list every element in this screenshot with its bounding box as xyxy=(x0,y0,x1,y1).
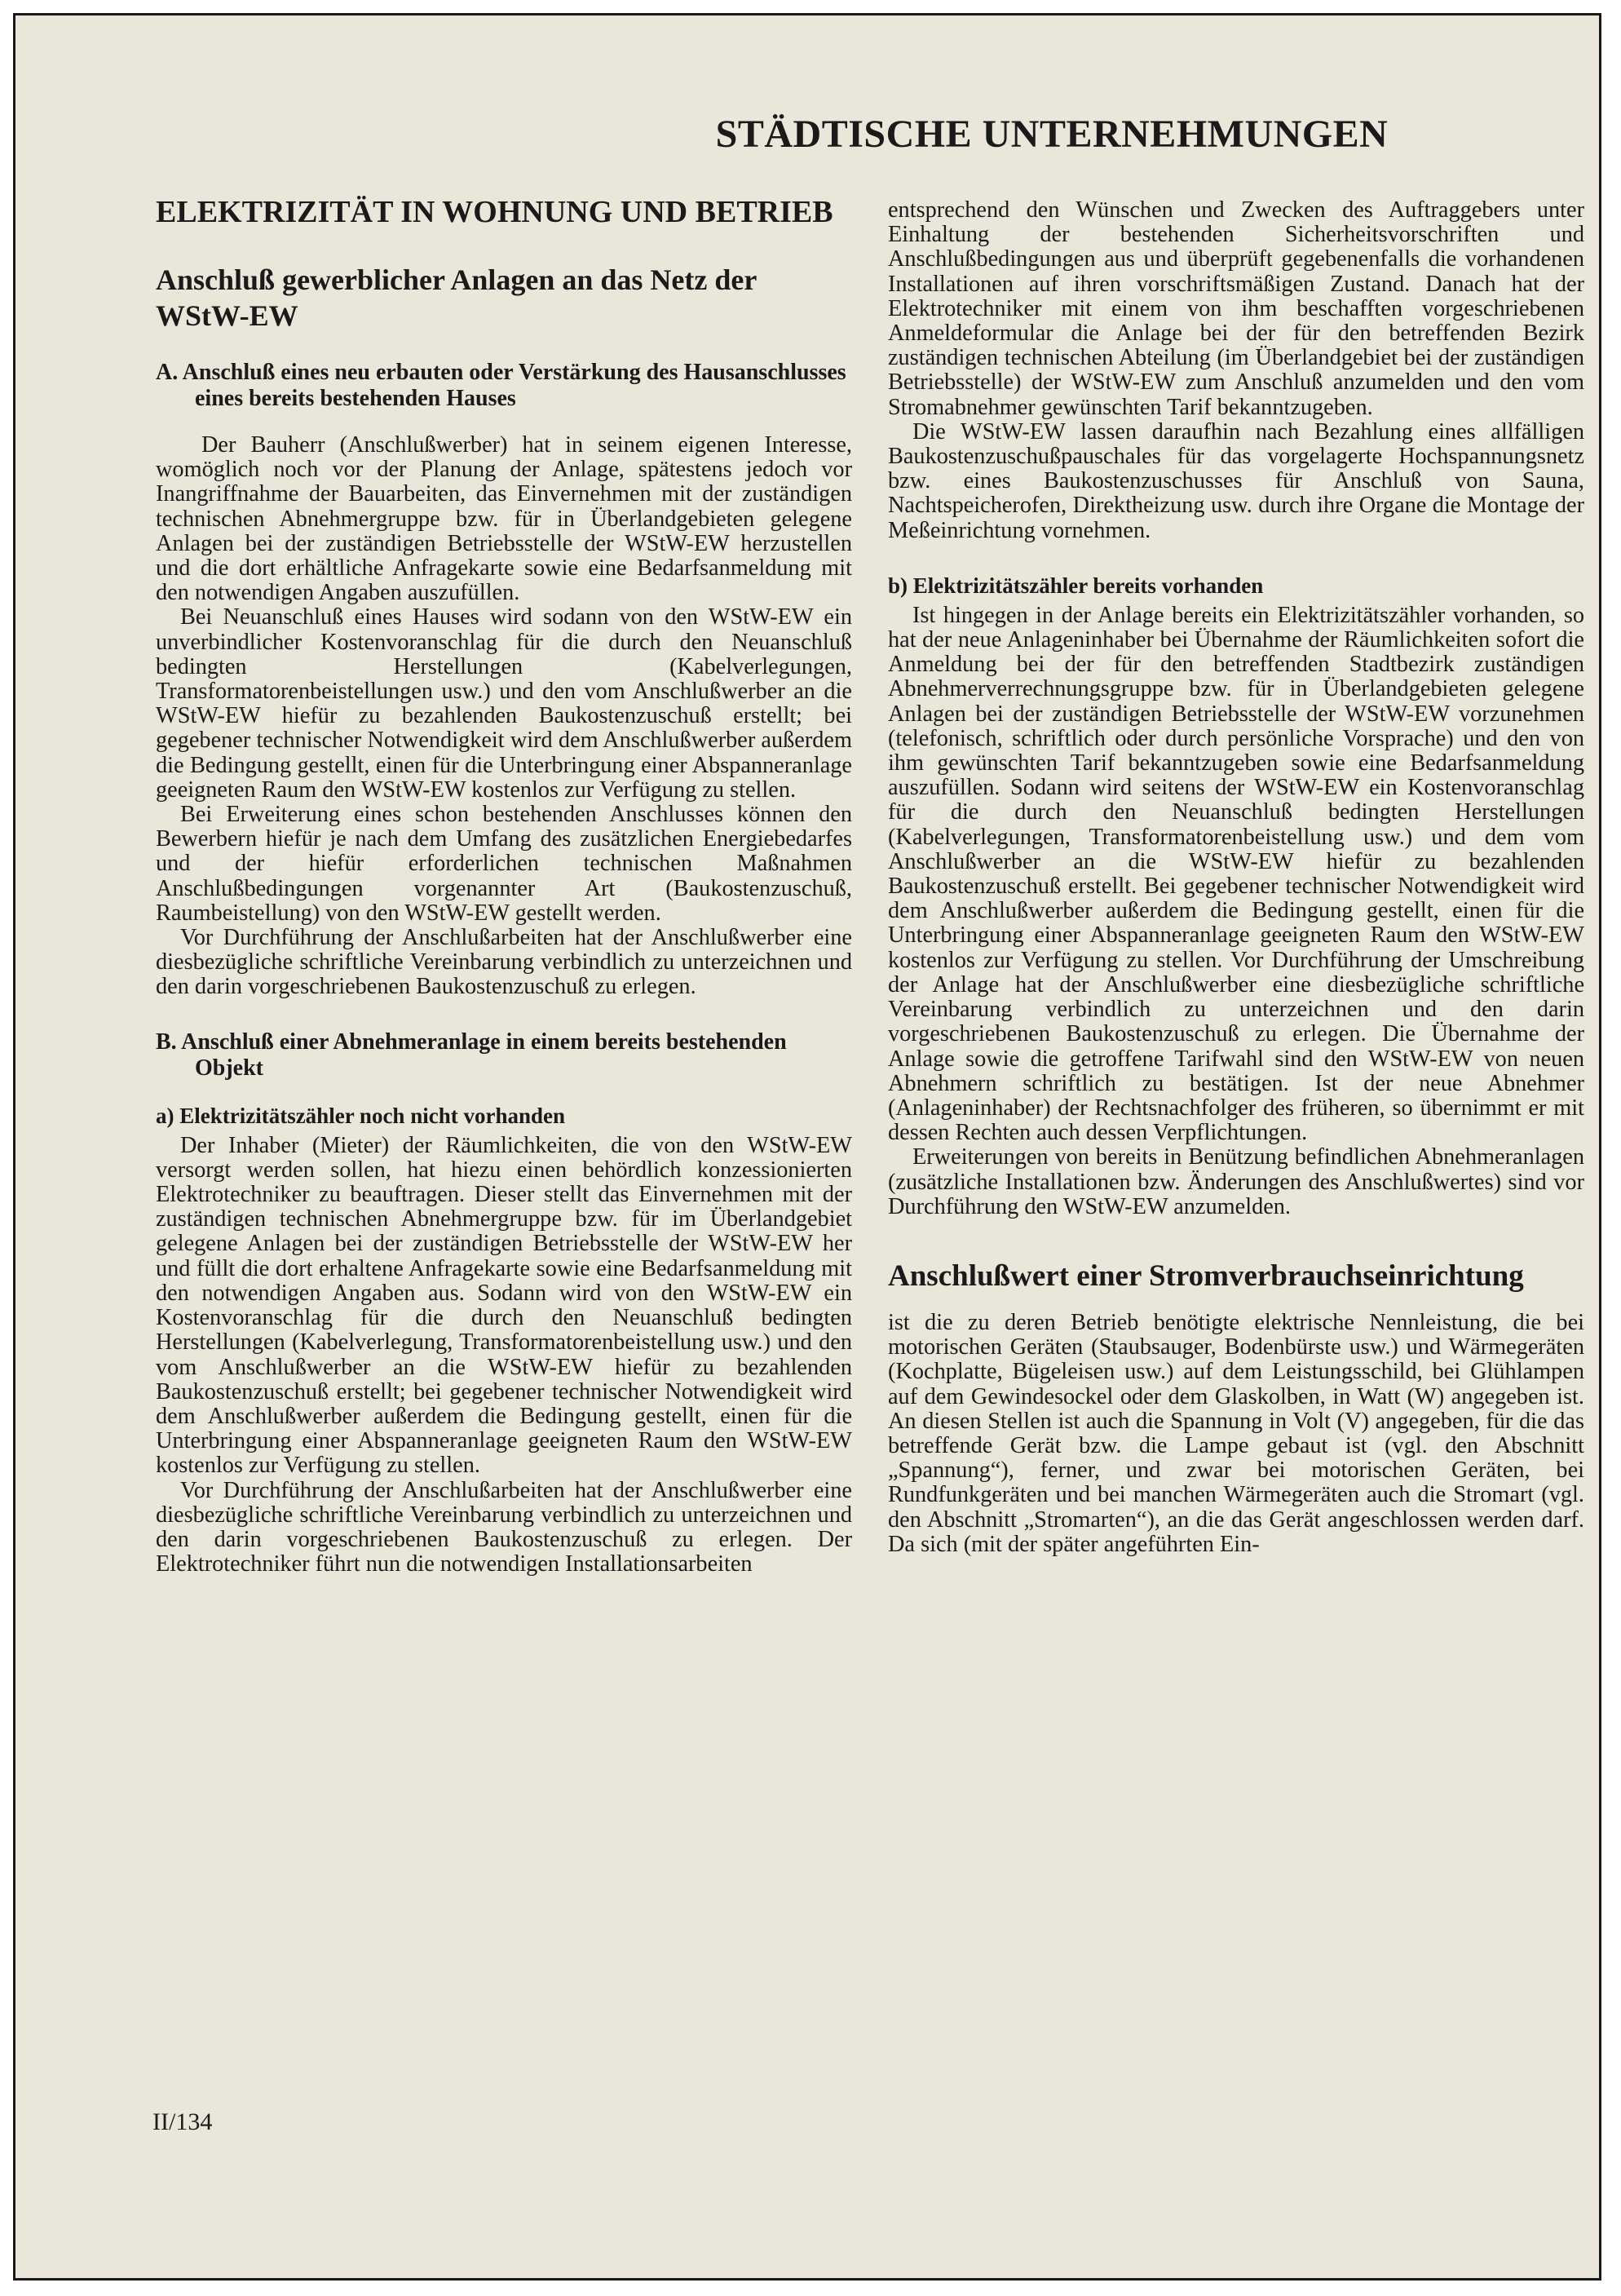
paragraph: Erweiterungen von bereits in Benützung befindlichen Abnehmeranlagen (zusätzliche Installationen bzw. Änderungen des Anschlußwertes) sind vor Durchführung den WStW-EW anzumelden. xyxy=(888,1144,1584,1219)
left-column xyxy=(156,193,852,1577)
heading-b: B. Anschluß einer Abnehmeranlage in einem bereits bestehenden Objekt xyxy=(156,1029,787,1081)
paragraph: Ist hingegen in der Anlage bereits ein Elektrizitätszähler vorhanden, so hat der neue Anlageninhaber bei Übernahme der Räumlichkeiten sofort die Anmeldung bei der für den betreffenden Stadtbezirk zuständigen Abnehmerverrechnungsgruppe bzw. für in Überlandgebieten gelegene Anlagen bei der zuständigen Betriebsstelle der WStW-EW vorzunehmen (telefonisch, schriftlich oder durch persönliche Vorsprache) und den von ihm gewünschten Tarif bekanntzugeben sowie eine Bedarfsanmeldung auszufüllen. Sodann wird seitens der WStW-EW ein Kostenvoranschlag für die durch den Neuanschluß bedingten Herstellungen (Kabelverlegungen, Transformatorenbeistellung usw.) und dem vom Anschlußwerber an die WStW-EW hiefür zu bezahlenden Baukostenzuschuß erstellt. Bei gegebener technischer Notwendigkeit wird dem Anschlußwerber außerdem die Bedingung gestellt, einen für die Unterbringung einer Abspanneranlage geeigneten Raum den WStW-EW kostenlos zur Verfügung zu stellen. Vor Durchführung der Umschreibung der Anlage hat der Anschlußwerber eine diesbezügliche schriftliche Vereinbarung verbindlich zu unterzeichnen und den darin vorgeschriebenen Baukostenzuschuß zu erlegen. Die Übernahme der Anlage sowie die getroffene Tarifwahl sind den WStW-EW von neuen Abnehmern schriftlich zu bestätigen. Ist der neue Abnehmer (Anlageninhaber) der Rechtsnachfolger des früheren, so übernimmt er mit dessen Rechten auch dessen Verpflichtungen. xyxy=(888,602,1584,1146)
paragraph: Bei Neuanschluß eines Hauses wird sodann von den WStW-EW ein unverbindlicher Kostenvoranschlag für die durch den Neuanschluß bedingten Herstellungen (Kabelverlegungen, Transformatorenbeistellungen usw.) und den vom Anschlußwerber an die WStW-EW hiefür zu bezahlenden Baukostenzuschuß erstellt; bei gegebener technischer Notwendigkeit wird dem Anschlußwerber außerdem die Bedingung gestellt, einen für die Unterbringung einer Abspanneranlage geeigneten Raum den WStW-EW kostenlos zur Verfügung zu stellen. xyxy=(156,604,852,803)
heading-a: A. Anschluß eines neu erbauten oder Verstärkung des Hausanschlusses eines bereits bestehenden Hauses xyxy=(156,360,846,411)
paragraph: entsprechend den Wünschen und Zwecken des Auftraggebers unter Einhaltung der bestehenden Sicherheitsvorschriften und Anschlußbedingungen aus und überprüft gegebenenfalls die vorhandenen Installationen auf ihren vorschriftsmäßigen Zustand. Danach hat der Elektrotechniker mit einem von ihm beschafften vorgeschriebenen Anmeldeformular die Anlage bei der für den betreffenden Bezirk zuständigen technischen Abteilung (im Überlandgebiet bei der zuständigen Betriebsstelle) der WStW-EW zum Anschluß anzumelden und den vom Stromabnehmer gewünschten Tarif bekanntzugeben. xyxy=(888,197,1584,420)
subsection-title: Anschluß gewerblicher Anlagen an das Netz der WStW-EW xyxy=(156,263,757,332)
paragraph: Die WStW-EW lassen daraufhin nach Bezahlung eines allfälligen Baukostenzuschußpauschales für das vorgelagerte Hochspannungsnetz bzw. eines Baukostenzuschusses für Anschluß von Sauna, Nachtspeicherofen, Direktheizung usw. durch ihre Organe die Montage der Meßeinrichtung vornehmen. xyxy=(888,418,1584,543)
right-column xyxy=(888,198,1584,1557)
document-page xyxy=(13,13,1601,2281)
heading-b-a: a) Elektrizitätszähler noch nicht vorhanden xyxy=(156,1103,565,1128)
page-header: STÄDTISCHE UNTERNEHMUNGEN xyxy=(715,113,1389,156)
paragraph: Vor Durchführung der Anschlußarbeiten hat der Anschlußwerber eine diesbezügliche schriftliche Vereinbarung verbindlich zu unterzeichnen und den darin vorgeschriebenen Baukostenzuschuß zu erlegen. Der Elektrotechniker führt nun die notwendigen Installationsarbeiten xyxy=(156,1477,852,1577)
subsection-title-2: Anschlußwert einer Stromverbrauchseinrichtung xyxy=(888,1259,1524,1293)
section-title: ELEKTRIZITÄT IN WOHNUNG UND BETRIEB xyxy=(156,195,833,229)
paragraph: Der Bauherr (Anschlußwerber) hat in seinem eigenen Interesse, womöglich noch vor der Planung der Anlage, spätestens jedoch vor Inangriffnahme der Bauarbeiten, das Einvernehmen mit der zuständigen technischen Abnehmergruppe bzw. für in Überlandgebieten gelegene Anlagen bei der zuständigen Betriebsstelle der WStW-EW herzustellen und die dort erhältliche Anfragekarte sowie eine Bedarfsanmeldung mit den notwendigen Angaben auszufüllen. xyxy=(156,432,852,606)
paragraph: Der Inhaber (Mieter) der Räumlichkeiten, die von den WStW-EW versorgt werden sollen, hat hiezu einen behördlich konzessionierten Elektrotechniker zu beauftragen. Dieser stellt das Einvernehmen mit der zuständigen technischen Abnehmergruppe bzw. für im Überlandgebiet gelegene Anlagen bei der zuständigen Betriebsstelle der WStW-EW her und füllt die dort erhaltene Anfragekarte sowie eine Bedarfsanmeldung mit den notwendigen Angaben aus. Sodann wird von den WStW-EW ein Kostenvoranschlag für die durch den Neuanschluß bedingten Herstellungen (Kabelverlegung, Transformatorenbeistellung usw.) und den vom Anschlußwerber an die WStW-EW hiefür zu bezahlenden Baukostenzuschuß erstellt; bei gegebener technischer Notwendigkeit wird dem Anschlußwerber außerdem die Bedingung gestellt, einen für die Unterbringung einer Abspanneranlage geeigneten Raum den WStW-EW kostenlos zur Verfügung zu stellen. xyxy=(156,1132,852,1479)
heading-b-b: b) Elektrizitätszähler bereits vorhanden xyxy=(888,573,1264,598)
page-number: II/134 xyxy=(152,2108,213,2135)
paragraph: ist die zu deren Betrieb benötigte elektrische Nennleistung, die bei motorischen Geräten (Staubsauger, Bodenbürste usw.) und Wärmegeräten (Kochplatte, Bügeleisen usw.) auf dem Leistungsschild, bei Glühlampen auf dem Gewindesockel oder dem Glaskolben, in Watt (W) angegeben ist. An diesen Stellen ist auch die Spannung in Volt (V) angegeben, für die das betreffende Gerät bzw. die Lampe gebaut ist (vgl. den Abschnitt „Spannung“), ferner, und zwar bei motorischen Geräten, bei Rundfunkgeräten und bei manchen Wärmegeräten auch die Stromart (vgl. den Abschnitt „Stromarten“), an die das Gerät angeschlossen werden darf. Da sich (mit der später angeführten Ein- xyxy=(888,1309,1584,1557)
paragraph: Vor Durchführung der Anschlußarbeiten hat der Anschlußwerber eine diesbezügliche schriftliche Vereinbarung verbindlich zu unterzeichnen und den darin vorgeschriebenen Baukostenzuschuß zu erlegen. xyxy=(156,925,852,1000)
paragraph: Bei Erweiterung eines schon bestehenden Anschlusses können den Bewerbern hiefür je nach dem Umfang des zusätzlichen Energiebedarfes und der hiefür erforderlichen technischen Maßnahmen Anschlußbedingungen vorgenannter Art (Baukostenzuschuß, Raumbeistellung) von den WStW-EW gestellt werden. xyxy=(156,802,852,926)
